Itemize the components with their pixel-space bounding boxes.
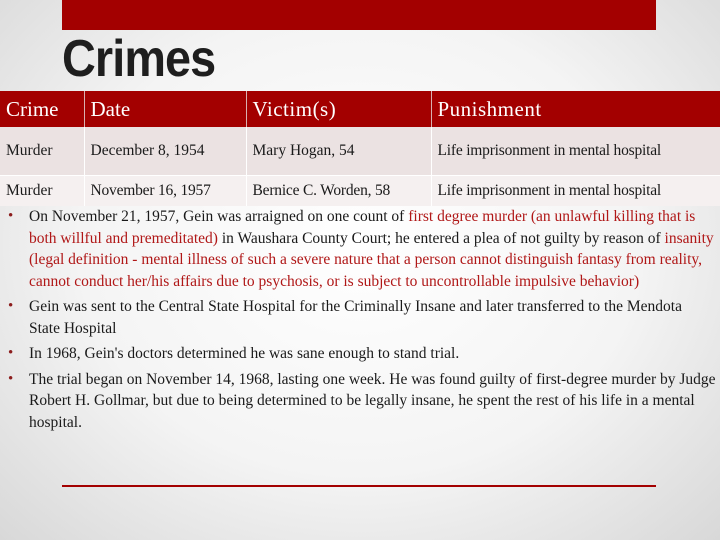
cell-date: November 16, 1957 bbox=[84, 176, 246, 207]
bullet-item bbox=[8, 206, 716, 292]
cell-date: December 8, 1954 bbox=[84, 127, 246, 176]
bullet-icon: • bbox=[8, 298, 14, 314]
bullet-highlight-text: first degree murder (an unlawful killing that is both willful and premeditated) bbox=[29, 208, 696, 247]
bullet-icon: • bbox=[8, 370, 14, 387]
bullet-item bbox=[8, 296, 716, 339]
bullet-item bbox=[8, 343, 716, 365]
cell-crime: Murder bbox=[0, 127, 84, 176]
cell-punishment: Life imprisonment in mental hospital bbox=[431, 127, 720, 176]
table-row bbox=[0, 176, 720, 207]
header-date: Date bbox=[84, 91, 246, 127]
cell-punishment: Life imprisonment in mental hospital bbox=[431, 176, 720, 207]
table-row bbox=[0, 127, 720, 176]
slide-title: Crimes bbox=[62, 30, 216, 88]
bullet-text: On November 21, 1957, Gein was arraigned on one count of bbox=[29, 208, 409, 225]
top-accent-bar bbox=[62, 0, 656, 30]
table-header-row bbox=[0, 91, 720, 127]
bullet-list bbox=[8, 206, 716, 437]
bullet-text: in Waushara County Court; he entered a plea of not guilty by reason of bbox=[217, 229, 665, 247]
bottom-accent-line bbox=[62, 485, 656, 487]
header-victims: Victim(s) bbox=[246, 91, 431, 127]
bullet-text: The trial began on November 14, 1968, lasting one week. He was found guilty of first-degree murder by Judge Robert H. Gollmar, but due to being determined to be legally insane, he spent the rest of his life in a mental hospital. bbox=[29, 370, 716, 431]
bullet-item bbox=[8, 369, 716, 434]
bullet-text: In 1968, Gein's doctors determined he was sane enough to stand trial. bbox=[29, 345, 460, 362]
header-crime: Crime bbox=[0, 91, 84, 127]
cell-victim: Bernice C. Worden, 58 bbox=[246, 176, 431, 207]
bullet-icon: • bbox=[8, 345, 14, 361]
bullet-text: Gein was sent to the Central State Hospital for the Criminally Insane and later transferred to the Mendota State Hospital bbox=[29, 298, 682, 337]
cell-victim: Mary Hogan, 54 bbox=[246, 127, 431, 176]
bullet-icon: • bbox=[8, 208, 14, 224]
cell-crime: Murder bbox=[0, 176, 84, 207]
bullet-highlight-text: insanity (legal definition - mental illness of such a severe nature that a person cannot distinguish fantasy from reality, cannot conduct her/his affairs due to psychosis, or is subject to uncontrollable impulsive behavior) bbox=[29, 229, 714, 290]
header-punishment: Punishment bbox=[431, 91, 720, 127]
crimes-table bbox=[0, 91, 720, 206]
